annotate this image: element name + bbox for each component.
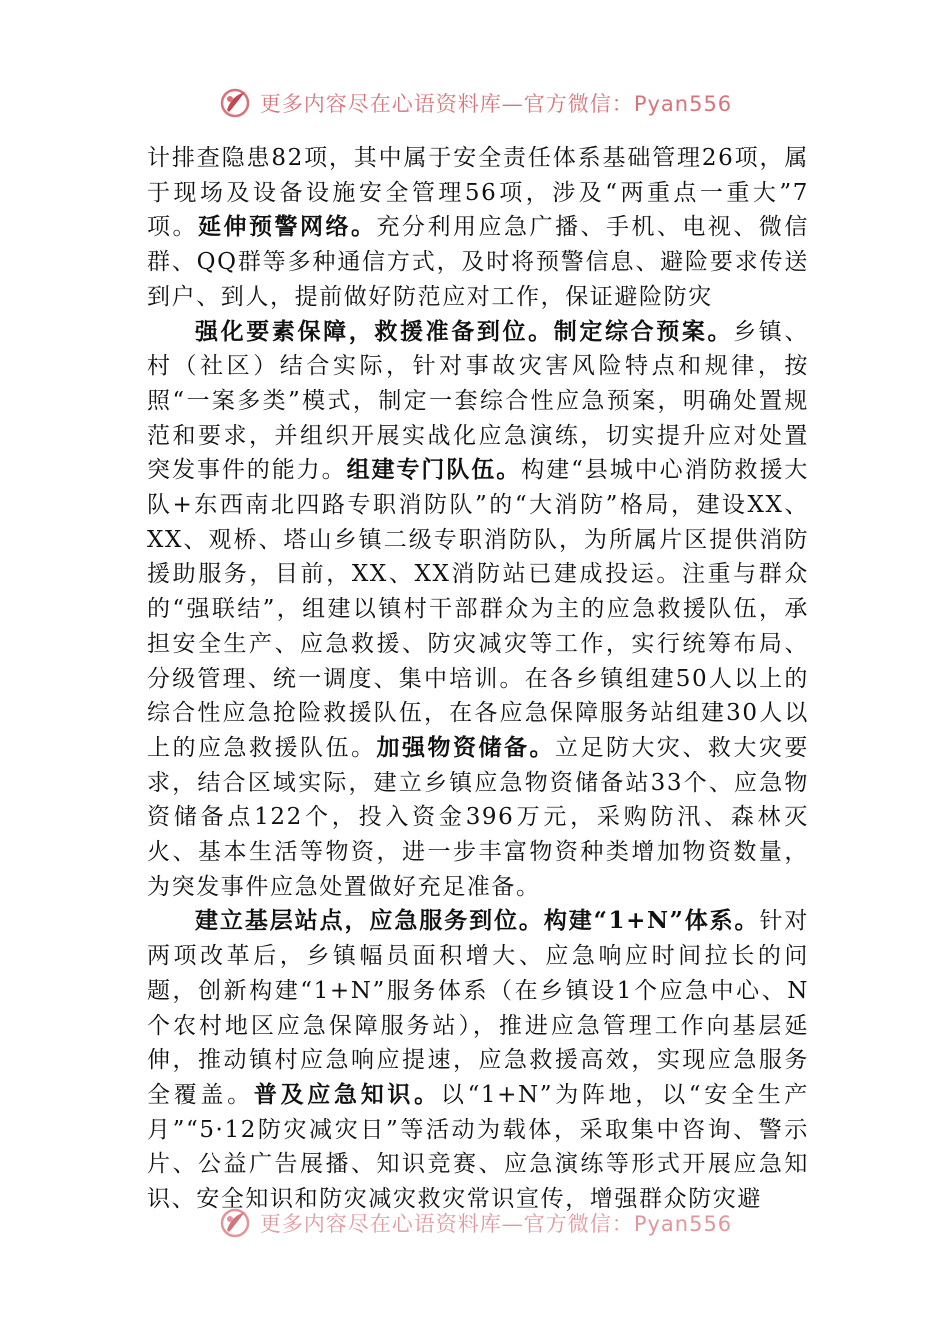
bold-heading-run: 延伸预警网络。 [198,213,377,241]
footer-watermark [0,1206,950,1240]
bold-heading-run: 普及应急知识。 [253,1080,441,1108]
watermark-logo-icon [218,1206,252,1240]
paragraph [147,141,809,315]
paragraph [147,904,809,1216]
bold-heading-run: 组建专门队伍。 [346,456,522,484]
watermark-text: 更多内容尽在心语资料库—官方微信：Pyan556 [259,92,733,116]
text-run: 乡镇、村（社区）结合实际，针对事故灾害风险特点和规律，按照“一案多类”模式，制定一套综合性应急预案，明确处置规范和要求，并组织开展实战化应急演练，切实提升应对处置突发事件的能力。 [147,318,809,484]
bold-heading-run: 强化要素保障，救援准备到位。制定综合预案。 [195,317,734,345]
watermark-handle: Pyan556 [633,1212,733,1236]
text-run: 以“1+N”为阵地，以“安全生产月”“5·12防灾减灾日”等活动为载体，采取集中咨询、警示片、公益广告展播、知识竞赛、应急演练等形式开展应急知识、安全知识和防灾减灾救灾常识宣传，增强群众防灾避 [147,1081,810,1213]
text-run: 计排查隐患82项，其中属于安全责任体系基础管理26项，属于现场及设备设施安全管理56项，涉及“两重点一重大”7项。 [147,145,809,241]
header-watermark [0,86,950,120]
paragraph [147,315,809,905]
bold-heading-run: 加强物资储备。 [376,733,555,761]
text-run: 充分利用应急广播、手机、电视、微信群、QQ群等多种通信方式，及时将预警信息、避险要求传送到户、到人，提前做好防范应对工作，保证避险防灾 [147,214,810,310]
watermark-logo-icon [218,86,252,120]
watermark-text: 更多内容尽在心语资料库—官方微信：Pyan556 [259,1212,733,1236]
bold-heading-run: 建立基层站点，应急服务到位。构建“1+N”体系。 [195,907,760,935]
text-run: 立足防大灾、救大灾要求，结合区域实际，建立乡镇应急物资储备站33个、应急物资储备点122个，投入资金396万元，采购防汛、森林灭火、基本生活等物资，进一步丰富物资种类增加物资数量，为突发事件应急处置做好充足准备。 [147,734,810,900]
text-run: 构建“县城中心消防救援大队+东西南北四路专职消防队”的“大消防”格局，建设XX、XX、观桥、塔山乡镇二级专职消防队，为所属片区提供消防援助服务，目前，XX、XX消防站已建成投运。注重与群众的“强联结”，组建以镇村干部群众为主的应急救援队伍，承担安全生产、应急救援、防灾减灾等工作，实行统筹布局、分级管理、统一调度、集中培训。在各乡镇组建50人以上的综合性应急抢险救援队伍，在各应急保障服务站组建30人以上的应急救援队伍。 [147,457,809,761]
watermark-handle: Pyan556 [633,92,733,116]
text-run: 针对两项改革后，乡镇幅员面积增大、应急响应时间拉长的问题，创新构建“1+N”服务体系（在乡镇设1个应急中心、N个农村地区应急保障服务站），推进应急管理工作向基层延伸，推动镇村应急响应提速，应急救援高效，实现应急服务全覆盖。 [147,908,809,1108]
document-body [147,141,809,1217]
